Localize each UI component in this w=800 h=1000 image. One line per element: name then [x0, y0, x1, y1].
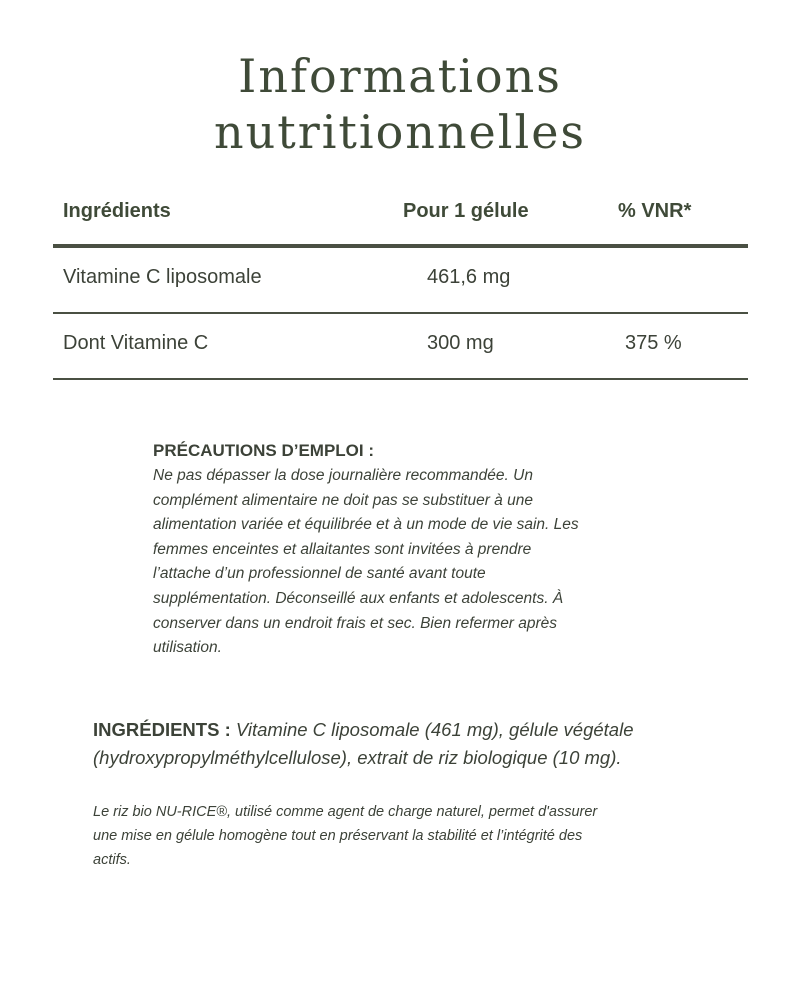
ingredients-section	[93, 716, 733, 772]
row-ingredient-name: Dont Vitamine C	[63, 332, 209, 354]
precautions-text	[153, 464, 653, 661]
nutrition-table	[53, 186, 748, 380]
header-per-capsule: Pour 1 gélule	[403, 200, 529, 222]
precautions-line: supplémentation. Déconseillé aux enfants et adolescents. À	[153, 589, 564, 607]
row-amount: 461,6 mg	[427, 266, 511, 288]
table-header-row	[53, 186, 748, 248]
header-vnr: % VNR*	[618, 200, 692, 222]
precautions-title: PRÉCAUTIONS D’EMPLOI :	[153, 441, 375, 460]
rice-note	[93, 800, 723, 872]
row-ingredient-name: Vitamine C liposomale	[63, 266, 262, 288]
precautions-line: femmes enceintes et allaitantes sont invitées à prendre	[153, 540, 532, 558]
precautions-line: alimentation variée et équilibrée et à un mode de vie sain. Les	[153, 516, 579, 534]
ingredients-line-2: (hydroxypropylméthylcellulose), extrait de riz biologique (10 mg).	[93, 747, 622, 768]
ingredients-text: Vitamine C liposomale (461 mg), gélule végétale	[230, 719, 634, 740]
note-line: une mise en gélule homogène tout en préservant la stabilité et l’intégrité des	[93, 828, 583, 844]
table-row	[53, 314, 748, 380]
precautions-section	[153, 438, 653, 661]
title-line-1: Informations	[238, 49, 562, 103]
precautions-line: utilisation.	[153, 639, 222, 657]
header-ingredients: Ingrédients	[63, 200, 171, 222]
table-row	[53, 248, 748, 314]
title-line-2: nutritionnelles	[213, 105, 587, 159]
row-vnr: 375 %	[625, 332, 682, 354]
ingredients-label: INGRÉDIENTS :	[93, 719, 231, 740]
page-title	[0, 48, 800, 160]
precautions-line: conserver dans un endroit frais et sec. Bien refermer après	[153, 614, 558, 632]
precautions-line: Ne pas dépasser la dose journalière recommandée. Un	[153, 467, 533, 484]
ingredients-line-1	[93, 716, 733, 744]
precautions-line: complément alimentaire ne doit pas se substituer à une	[153, 491, 533, 509]
note-line: actifs.	[93, 852, 131, 868]
precautions-line: l’attache d’un professionnel de santé avant toute	[153, 565, 486, 583]
row-amount: 300 mg	[427, 332, 494, 354]
note-line: Le riz bio NU-RICE®, utilisé comme agent de charge naturel, permet d'assurer	[93, 804, 598, 820]
